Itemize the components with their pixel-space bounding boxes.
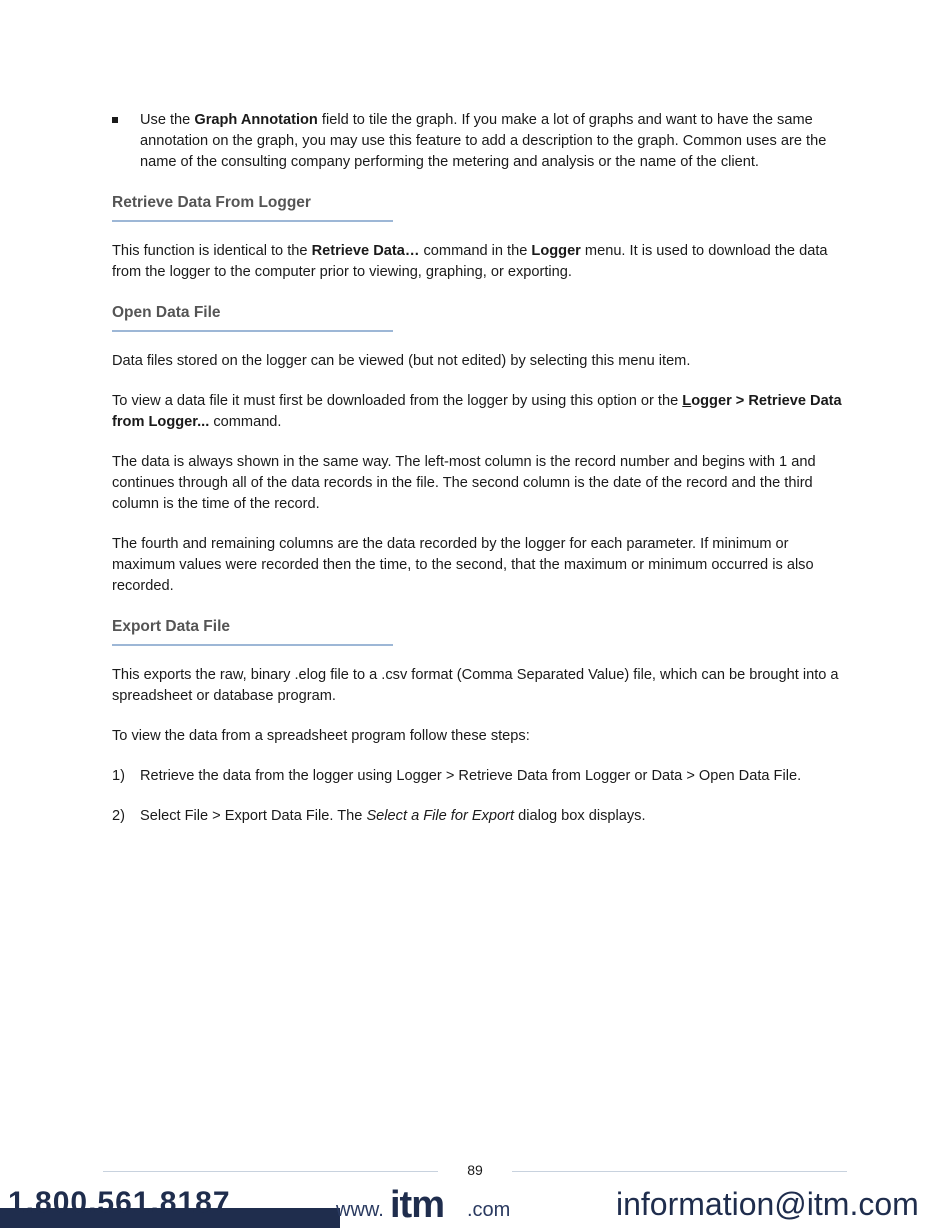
phone-number: 1.800.561.8187 [8,1186,231,1219]
footer-divider-right [512,1171,847,1172]
step-number: 2) [112,808,125,824]
email-address: information@itm.com [616,1186,919,1222]
website-suffix: .com [467,1199,511,1221]
itm-logo: itm [390,1184,444,1226]
retrieve-paragraph: This function is identical to the Retrieve Data… command in the Logger menu. It is used to download the data from the logger to the computer prior to viewing, graphing, or exporting. [112,243,828,280]
bullet-graph-annotation: Use the Graph Annotation field to tile the graph. If you make a lot of graphs and want to have the same annotation on the graph, you may use this feature to add a description to the graph. Common uses are the name of the consulting company performing the metering and analysis or the name of the client. [112,110,842,173]
square-bullet-icon [112,117,118,123]
website-prefix: www. [336,1199,384,1221]
step-2: 2) Select File > Export Data File. The Select a File for Export dialog box displays. [112,806,842,827]
export-paragraph-2: To view the data from a spreadsheet program follow these steps: [112,728,530,744]
open-paragraph-3: The data is always shown in the same way. The left-most column is the record number and begins with 1 and continues through all of the data records in the file. The second column is the date of the record and the third column is the time of the record. [112,454,816,512]
section-heading-retrieve: Retrieve Data From Logger [112,192,393,222]
section-heading-open: Open Data File [112,302,393,332]
step-number: 1) [112,768,125,784]
open-paragraph-1: Data files stored on the logger can be viewed (but not edited) by selecting this menu item. [112,353,691,369]
footer-divider-left [103,1171,438,1172]
step-1: 1) Retrieve the data from the logger using Logger > Retrieve Data from Logger or Data > Open Data File. [112,766,842,787]
open-paragraph-4: The fourth and remaining columns are the data recorded by the logger for each parameter. If minimum or maximum values were recorded then the time, to the second, that the maximum or minimum occurred is also recorded. [112,536,814,594]
document-body [112,110,842,846]
section-heading-export: Export Data File [112,616,393,646]
page-number: 89 [467,1162,483,1178]
open-paragraph-2: To view a data file it must first be downloaded from the logger by using this option or the Logger > Retrieve Data from Logger... command. [112,393,842,430]
export-paragraph-1: This exports the raw, binary .elog file to a .csv format (Comma Separated Value) file, which can be brought into a spreadsheet or database program. [112,667,839,704]
